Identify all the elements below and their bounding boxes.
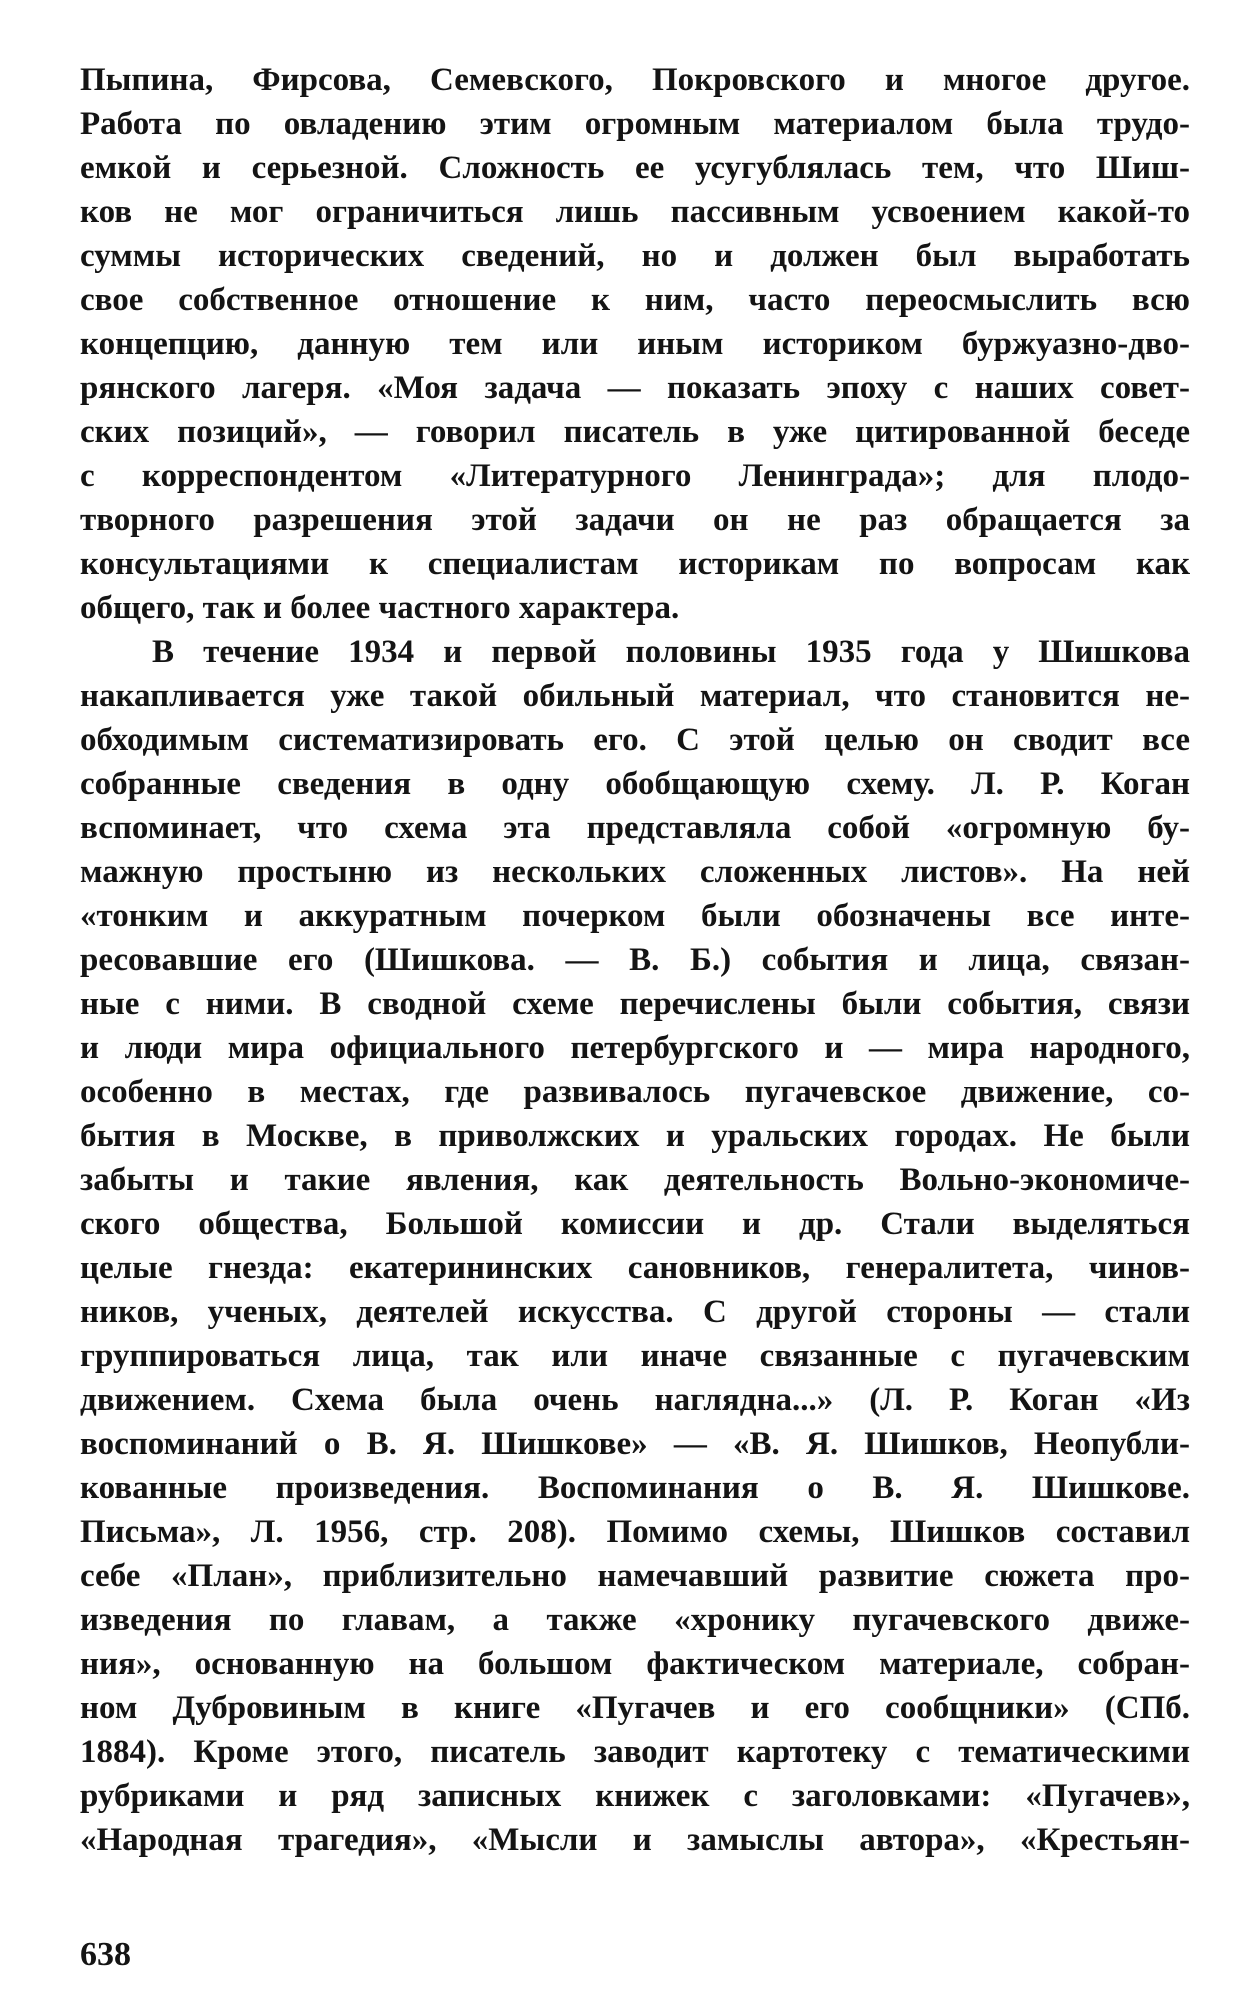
text-line: рубриками и ряд записных книжек с заголовками: «Пугачев», bbox=[80, 1778, 1190, 1814]
text-line: В течение 1934 и первой половины 1935 года у Шишкова bbox=[152, 634, 1190, 670]
text-line: обходимым систематизировать его. С этой целью он сводит все bbox=[80, 722, 1190, 758]
text-line: общего, так и более частного характера. bbox=[80, 590, 680, 626]
text-line: кованные произведения. Воспоминания о В. Я. Шишкове. bbox=[80, 1470, 1190, 1506]
text-line: творного разрешения этой задачи он не раз обращается за bbox=[80, 502, 1190, 538]
text-line: ских позиций», — говорил писатель в уже цитированной беседе bbox=[80, 414, 1190, 450]
text-line: 1884). Кроме этого, писатель заводит картотеку с тематическими bbox=[80, 1734, 1190, 1770]
text-line: ского общества, Большой комиссии и др. Стали выделяться bbox=[80, 1206, 1190, 1242]
text-line: себе «План», приблизительно намечавший развитие сюжета про- bbox=[80, 1558, 1190, 1594]
text-line: «Народная трагедия», «Мысли и замыслы автора», «Крестьян- bbox=[80, 1822, 1190, 1858]
text-column bbox=[80, 58, 1190, 1862]
text-line: ресовавшие его (Шишкова. — В. Б.) события и лица, связан- bbox=[80, 942, 1190, 978]
text-line: забыты и такие явления, как деятельность Вольно-экономиче- bbox=[80, 1162, 1190, 1198]
text-line: особенно в местах, где развивалось пугачевское движение, со- bbox=[80, 1074, 1190, 1110]
text-line: Пыпина, Фирсова, Семевского, Покровского и многое другое. bbox=[80, 62, 1190, 98]
text-line: с корреспондентом «Литературного Ленинграда»; для плодо- bbox=[80, 458, 1190, 494]
text-line: бытия в Москве, в приволжских и уральских городах. Не были bbox=[80, 1118, 1190, 1154]
text-line: ния», основанную на большом фактическом материале, собран- bbox=[80, 1646, 1190, 1682]
text-line: мажную простыню из нескольких сложенных листов». На ней bbox=[80, 854, 1190, 890]
text-line: изведения по главам, а также «хронику пугачевского движе- bbox=[80, 1602, 1190, 1638]
text-line: свое собственное отношение к ним, часто переосмыслить всю bbox=[80, 282, 1190, 318]
text-line: воспоминаний о В. Я. Шишкове» — «В. Я. Шишков, Неопубли- bbox=[80, 1426, 1190, 1462]
text-line: и люди мира официального петербургского и — мира народного, bbox=[80, 1030, 1190, 1066]
page-body bbox=[80, 58, 1190, 1862]
text-line: ные с ними. В сводной схеме перечислены были события, связи bbox=[80, 986, 1190, 1022]
text-line: накапливается уже такой обильный материал, что становится не- bbox=[80, 678, 1190, 714]
text-line: целые гнезда: екатерининских сановников, генералитета, чинов- bbox=[80, 1250, 1190, 1286]
text-line: консультациями к специалистам историкам по вопросам как bbox=[80, 546, 1190, 582]
paragraph bbox=[80, 630, 1190, 1862]
text-line: группироваться лица, так или иначе связанные с пугачевским bbox=[80, 1338, 1190, 1374]
text-line: Письма», Л. 1956, стр. 208). Помимо схемы, Шишков составил bbox=[80, 1514, 1190, 1550]
text-line: рянского лагеря. «Моя задача — показать эпоху с наших совет- bbox=[80, 370, 1190, 406]
text-line: суммы исторических сведений, но и должен был выработать bbox=[80, 238, 1190, 274]
text-line: емкой и серьезной. Сложность ее усугублялась тем, что Шиш- bbox=[80, 150, 1190, 186]
text-line: собранные сведения в одну обобщающую схему. Л. Р. Коган bbox=[80, 766, 1190, 802]
text-line: ном Дубровиным в книге «Пугачев и его сообщники» (СПб. bbox=[80, 1690, 1190, 1726]
text-line: «тонким и аккуратным почерком были обозначены все инте- bbox=[80, 898, 1190, 934]
paragraph bbox=[80, 58, 1190, 630]
text-line: ников, ученых, деятелей искусства. С другой стороны — стали bbox=[80, 1294, 1190, 1330]
page-number: 638 bbox=[80, 1936, 131, 1973]
text-line: движением. Схема была очень наглядна...» (Л. Р. Коган «Из bbox=[80, 1382, 1190, 1418]
text-line: ков не мог ограничиться лишь пассивным усвоением какой-то bbox=[80, 194, 1190, 230]
text-line: вспоминает, что схема эта представляла собой «огромную бу- bbox=[80, 810, 1190, 846]
text-line: Работа по овладению этим огромным материалом была трудо- bbox=[80, 106, 1190, 142]
text-line: концепцию, данную тем или иным историком буржуазно-дво- bbox=[80, 326, 1190, 362]
